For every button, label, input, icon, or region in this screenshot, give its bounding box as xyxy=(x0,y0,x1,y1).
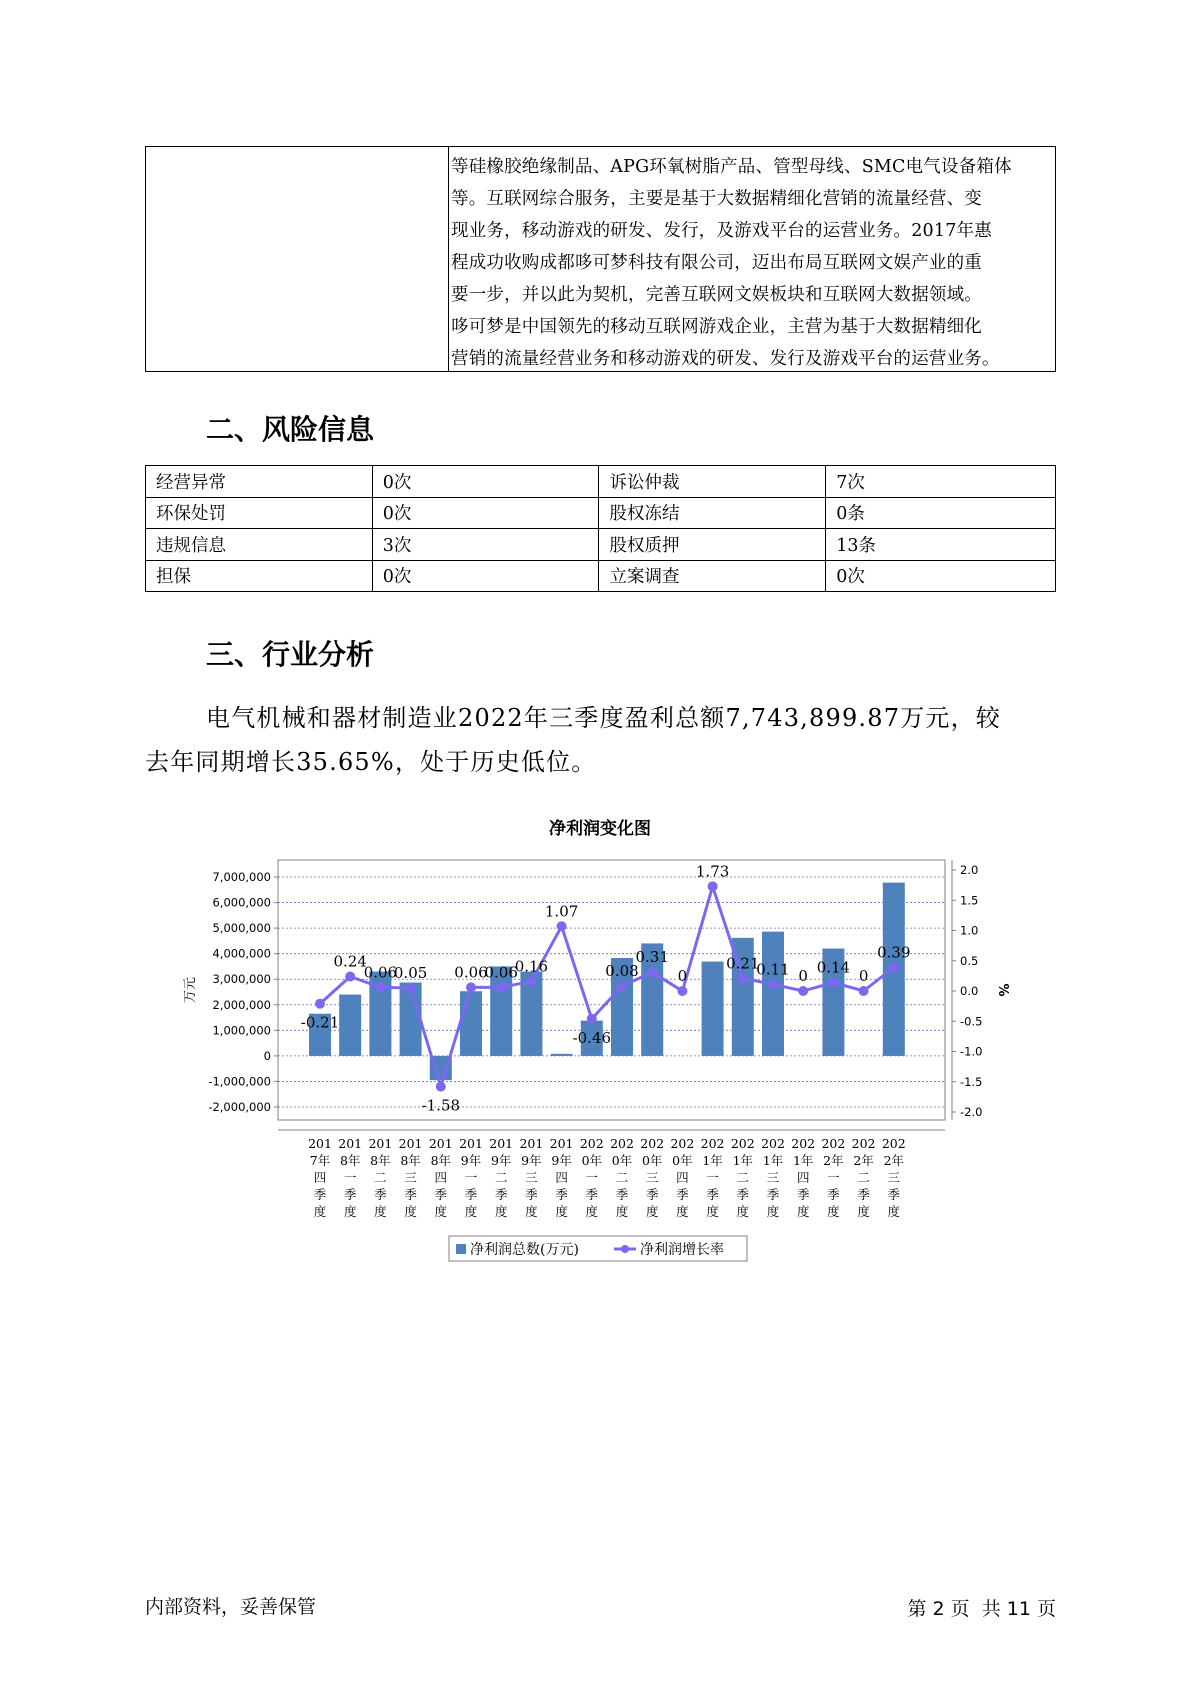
legend-line-label: 净利润增长率 xyxy=(640,1242,724,1258)
x-tick-label: 202 xyxy=(881,1136,906,1151)
x-tick-label: 9年 xyxy=(551,1153,572,1168)
x-tick-label: 202 xyxy=(761,1136,785,1151)
x-tick-label: 季 xyxy=(585,1187,599,1202)
x-tick-label: 度 xyxy=(857,1204,870,1219)
y-tick-label: 0 xyxy=(263,1048,271,1063)
x-tick-label: 度 xyxy=(343,1204,357,1219)
growth-point xyxy=(617,981,627,991)
x-tick-label: 1年 xyxy=(762,1153,784,1168)
x-tick-label: 度 xyxy=(585,1204,599,1219)
x-tick-label: 二 xyxy=(736,1170,750,1185)
y2-tick-label: 0.5 xyxy=(960,953,979,968)
risk-value: 13条 xyxy=(826,529,1056,561)
chart-title: 净利润变化图 xyxy=(549,819,651,839)
risk-label: 股权质押 xyxy=(599,529,826,561)
intro-line: 等。互联网综合服务，主要是基于大数据精细化营销的流量经营、变 xyxy=(451,189,982,209)
industry-paragraph-line: 电气机械和器材制造业2022年三季度盈利总额7,743,899.87万元，较 xyxy=(206,704,1001,732)
growth-point xyxy=(828,978,838,988)
risk-label: 诉讼仲裁 xyxy=(599,466,826,498)
x-tick-label: 一 xyxy=(585,1170,599,1185)
intro-line: 哆可梦是中国领先的移动互联网游戏企业，主营为基于大数据精细化 xyxy=(451,317,982,337)
y2-tick-label: 2.0 xyxy=(960,863,979,877)
growth-point xyxy=(798,986,808,996)
x-tick-label: 201 xyxy=(519,1136,544,1151)
x-tick-label: 度 xyxy=(464,1204,478,1219)
x-tick-label: 度 xyxy=(827,1204,840,1219)
x-tick-label: 季 xyxy=(404,1187,417,1202)
x-tick-label: 202 xyxy=(851,1136,876,1151)
x-tick-label: 度 xyxy=(615,1204,629,1219)
data-label: 0.16 xyxy=(514,957,549,976)
x-tick-label: 四 xyxy=(555,1170,568,1185)
x-tick-label: 0年 xyxy=(581,1153,603,1168)
x-tick-label: 8年 xyxy=(339,1153,361,1168)
x-tick-label: 9年 xyxy=(521,1153,542,1168)
y2-tick-label: 1.0 xyxy=(960,923,979,938)
growth-point xyxy=(345,971,355,981)
x-tick-label: 7年 xyxy=(309,1153,331,1168)
risk-heading: 二、风险信息 xyxy=(206,413,375,446)
bar xyxy=(460,991,482,1056)
x-tick-label: 度 xyxy=(374,1204,387,1219)
x-tick-label: 201 xyxy=(459,1136,483,1151)
data-label: 0 xyxy=(858,967,869,985)
x-tick-label: 201 xyxy=(338,1136,363,1151)
legend xyxy=(449,1236,747,1261)
growth-point xyxy=(859,986,869,996)
growth-point xyxy=(738,973,748,983)
x-tick-label: 202 xyxy=(579,1136,604,1151)
right-axis xyxy=(952,860,982,1120)
x-tick-label: 202 xyxy=(821,1136,846,1151)
x-tick-label: 度 xyxy=(796,1204,810,1219)
x-tick-label: 二 xyxy=(857,1170,870,1185)
x-tick-label: 季 xyxy=(615,1187,629,1202)
x-tick-label: 季 xyxy=(494,1187,508,1202)
x-tick-label: 202 xyxy=(670,1136,695,1151)
legend-bar-label: 净利润总数(万元) xyxy=(470,1242,579,1258)
x-tick-label: 二 xyxy=(494,1170,508,1185)
x-tick-label: 202 xyxy=(700,1136,725,1151)
x-tick-label: 2年 xyxy=(823,1153,844,1168)
growth-point xyxy=(526,976,536,986)
risk-value: 7次 xyxy=(826,466,1056,498)
data-label: -0.46 xyxy=(572,1028,612,1047)
y2-tick-label: -2.0 xyxy=(960,1105,983,1119)
data-label: -0.21 xyxy=(300,1013,340,1032)
x-tick-label: 季 xyxy=(857,1187,870,1202)
x-tick-label: 202 xyxy=(640,1136,665,1151)
legend-line-marker xyxy=(621,1245,629,1253)
x-tick-label: 季 xyxy=(676,1187,689,1202)
x-tick-label: 0年 xyxy=(611,1153,633,1168)
x-tick-label: 201 xyxy=(428,1136,453,1151)
x-tick-label: 0年 xyxy=(641,1153,663,1168)
risk-label: 立案调查 xyxy=(599,560,826,592)
x-tick-label: 0年 xyxy=(672,1153,693,1168)
data-label: 0.05 xyxy=(393,963,428,982)
risk-value: 3次 xyxy=(372,529,599,561)
risk-value: 0次 xyxy=(372,497,599,529)
x-tick-label: 三 xyxy=(645,1170,659,1185)
growth-point xyxy=(315,999,325,1009)
data-label: 0.06 xyxy=(454,963,488,982)
x-tick-label: 季 xyxy=(706,1187,719,1202)
y2-axis-label: % xyxy=(995,983,1010,997)
data-label: 0.06 xyxy=(484,963,518,982)
left-axis xyxy=(208,870,278,1114)
growth-point xyxy=(375,982,385,992)
y-tick-label: 3,000,000 xyxy=(212,972,271,987)
x-tick-label: 9年 xyxy=(460,1153,482,1168)
bar xyxy=(551,1054,573,1056)
data-label: -1.58 xyxy=(421,1096,461,1115)
intro-line: 程成功收购成都哆可梦科技有限公司，迈出布局互联网文娱产业的重 xyxy=(451,253,982,273)
bar xyxy=(339,995,361,1056)
industry-heading: 三、行业分析 xyxy=(206,638,375,671)
y-axis-label: 万元 xyxy=(183,976,198,1004)
data-label: 0.11 xyxy=(756,960,790,979)
risk-label: 经营异常 xyxy=(146,466,373,498)
x-tick-label: 一 xyxy=(464,1170,478,1185)
x-tick-label: 度 xyxy=(887,1204,901,1219)
risk-value: 0条 xyxy=(826,497,1056,529)
x-tick-label: 201 xyxy=(398,1136,423,1151)
y-tick-label: 4,000,000 xyxy=(212,946,271,961)
industry-paragraph-line: 去年同期增长35.65%，处于历史低位。 xyxy=(145,748,597,776)
growth-point xyxy=(466,982,476,992)
risk-value: 0次 xyxy=(372,560,599,592)
risk-label: 违规信息 xyxy=(146,529,373,561)
x-tick-label: 四 xyxy=(313,1170,327,1185)
bar xyxy=(400,983,422,1056)
y2-tick-label: -1.5 xyxy=(960,1074,983,1089)
growth-point xyxy=(406,983,416,993)
intro-line: 现业务，移动游戏的研发、发行，及游戏平台的运营业务。2017年惠 xyxy=(451,221,992,241)
x-tick-label: 季 xyxy=(313,1187,327,1202)
growth-point xyxy=(889,962,899,972)
x-tick-label: 二 xyxy=(615,1170,629,1185)
x-tick-label: 季 xyxy=(827,1187,840,1202)
x-tick-label: 季 xyxy=(766,1187,780,1202)
x-tick-label: 度 xyxy=(525,1204,538,1219)
data-label: 0.21 xyxy=(726,954,760,973)
x-tick-label: 度 xyxy=(645,1204,659,1219)
y-tick-label: -1,000,000 xyxy=(208,1074,271,1089)
x-tick-label: 202 xyxy=(610,1136,634,1151)
bar xyxy=(702,962,724,1056)
x-tick-label: 季 xyxy=(796,1187,810,1202)
x-tick-label: 度 xyxy=(404,1204,417,1219)
x-tick-label: 季 xyxy=(374,1187,387,1202)
x-tick-label: 2年 xyxy=(883,1153,905,1168)
x-tick-label: 三 xyxy=(766,1170,780,1185)
x-tick-label: 一 xyxy=(343,1170,357,1185)
x-tick-label: 四 xyxy=(434,1170,448,1185)
y-tick-label: 5,000,000 xyxy=(212,921,271,936)
y-tick-label: 7,000,000 xyxy=(212,870,271,884)
data-label: 0 xyxy=(677,967,688,985)
growth-point xyxy=(496,982,506,992)
x-axis xyxy=(278,1130,945,1219)
intro-line: 要一步，并以此为契机，完善互联网文娱板块和互联网大数据领域。 xyxy=(451,285,982,305)
x-tick-label: 201 xyxy=(489,1136,514,1151)
x-tick-label: 季 xyxy=(555,1187,568,1202)
data-label: 1.73 xyxy=(695,862,730,881)
y-tick-label: 2,000,000 xyxy=(212,997,271,1012)
x-tick-label: 度 xyxy=(676,1204,689,1219)
footer-page-number: 第 2 页 共 11 页 xyxy=(907,1598,1056,1620)
x-tick-label: 季 xyxy=(525,1187,538,1202)
legend-bar-swatch xyxy=(456,1244,466,1254)
growth-point xyxy=(647,967,657,977)
x-tick-label: 三 xyxy=(404,1170,417,1185)
growth-point xyxy=(557,921,567,931)
data-label: 0.39 xyxy=(877,943,911,962)
data-label: 0.24 xyxy=(333,952,367,971)
x-tick-label: 1年 xyxy=(732,1153,754,1168)
x-tick-label: 季 xyxy=(645,1187,659,1202)
risk-value: 0次 xyxy=(372,466,599,498)
data-label: 0.06 xyxy=(363,963,398,982)
x-tick-label: 2年 xyxy=(853,1153,874,1168)
x-tick-label: 202 xyxy=(730,1136,755,1151)
x-tick-label: 三 xyxy=(525,1170,538,1185)
x-tick-label: 度 xyxy=(313,1204,327,1219)
y-tick-label: 1,000,000 xyxy=(212,1023,271,1038)
intro-line: 营销的流量经营业务和移动游戏的研发、发行及游戏平台的运营业务。 xyxy=(451,349,1000,369)
x-tick-label: 季 xyxy=(887,1187,901,1202)
x-tick-label: 四 xyxy=(676,1170,689,1185)
growth-point xyxy=(677,986,687,996)
data-label: 1.07 xyxy=(544,902,579,921)
x-tick-label: 8年 xyxy=(370,1153,391,1168)
x-tick-label: 8年 xyxy=(400,1153,421,1168)
x-tick-label: 二 xyxy=(374,1170,387,1185)
footer-confidential: 内部资料，妥善保管 xyxy=(145,1596,317,1618)
growth-point xyxy=(436,1082,446,1092)
x-tick-label: 201 xyxy=(368,1136,393,1151)
x-tick-label: 三 xyxy=(887,1170,901,1185)
risk-label: 环保处罚 xyxy=(146,497,373,529)
x-tick-label: 1年 xyxy=(702,1153,723,1168)
data-label: 0.31 xyxy=(635,948,669,967)
x-tick-label: 度 xyxy=(434,1204,448,1219)
y2-tick-label: 1.5 xyxy=(960,893,979,908)
y2-tick-label: 0.0 xyxy=(960,984,979,998)
growth-point xyxy=(587,1014,597,1024)
x-tick-label: 季 xyxy=(464,1187,478,1202)
x-tick-label: 度 xyxy=(555,1204,568,1219)
x-tick-label: 四 xyxy=(796,1170,810,1185)
data-label: 0 xyxy=(798,967,808,985)
x-tick-label: 季 xyxy=(343,1187,357,1202)
risk-label: 股权冻结 xyxy=(599,497,826,529)
y2-tick-label: -1.0 xyxy=(960,1044,983,1059)
x-tick-label: 201 xyxy=(549,1136,574,1151)
x-tick-label: 一 xyxy=(827,1170,840,1185)
y2-tick-label: -0.5 xyxy=(960,1014,983,1029)
x-tick-label: 度 xyxy=(494,1204,508,1219)
x-tick-label: 202 xyxy=(791,1136,816,1151)
y-tick-label: 6,000,000 xyxy=(212,895,271,910)
x-tick-label: 一 xyxy=(706,1170,719,1185)
risk-label: 担保 xyxy=(146,560,373,592)
x-tick-label: 1年 xyxy=(792,1153,814,1168)
x-tick-label: 季 xyxy=(736,1187,750,1202)
bar xyxy=(762,932,784,1056)
x-tick-label: 度 xyxy=(766,1204,780,1219)
growth-point xyxy=(768,979,778,989)
x-tick-label: 度 xyxy=(706,1204,719,1219)
x-tick-label: 201 xyxy=(308,1136,332,1151)
x-tick-label: 9年 xyxy=(490,1153,512,1168)
growth-point xyxy=(708,881,718,891)
risk-value: 0次 xyxy=(826,560,1056,592)
x-tick-label: 度 xyxy=(736,1204,750,1219)
intro-line: 等硅橡胶绝缘制品、APG环氧树脂产品、管型母线、SMC电气设备箱体 xyxy=(451,157,1012,177)
y-tick-label: -2,000,000 xyxy=(208,1100,271,1114)
data-label: 0.08 xyxy=(605,962,639,981)
x-tick-label: 季 xyxy=(434,1187,448,1202)
data-label: 0.14 xyxy=(816,958,851,977)
x-tick-label: 8年 xyxy=(430,1153,452,1168)
